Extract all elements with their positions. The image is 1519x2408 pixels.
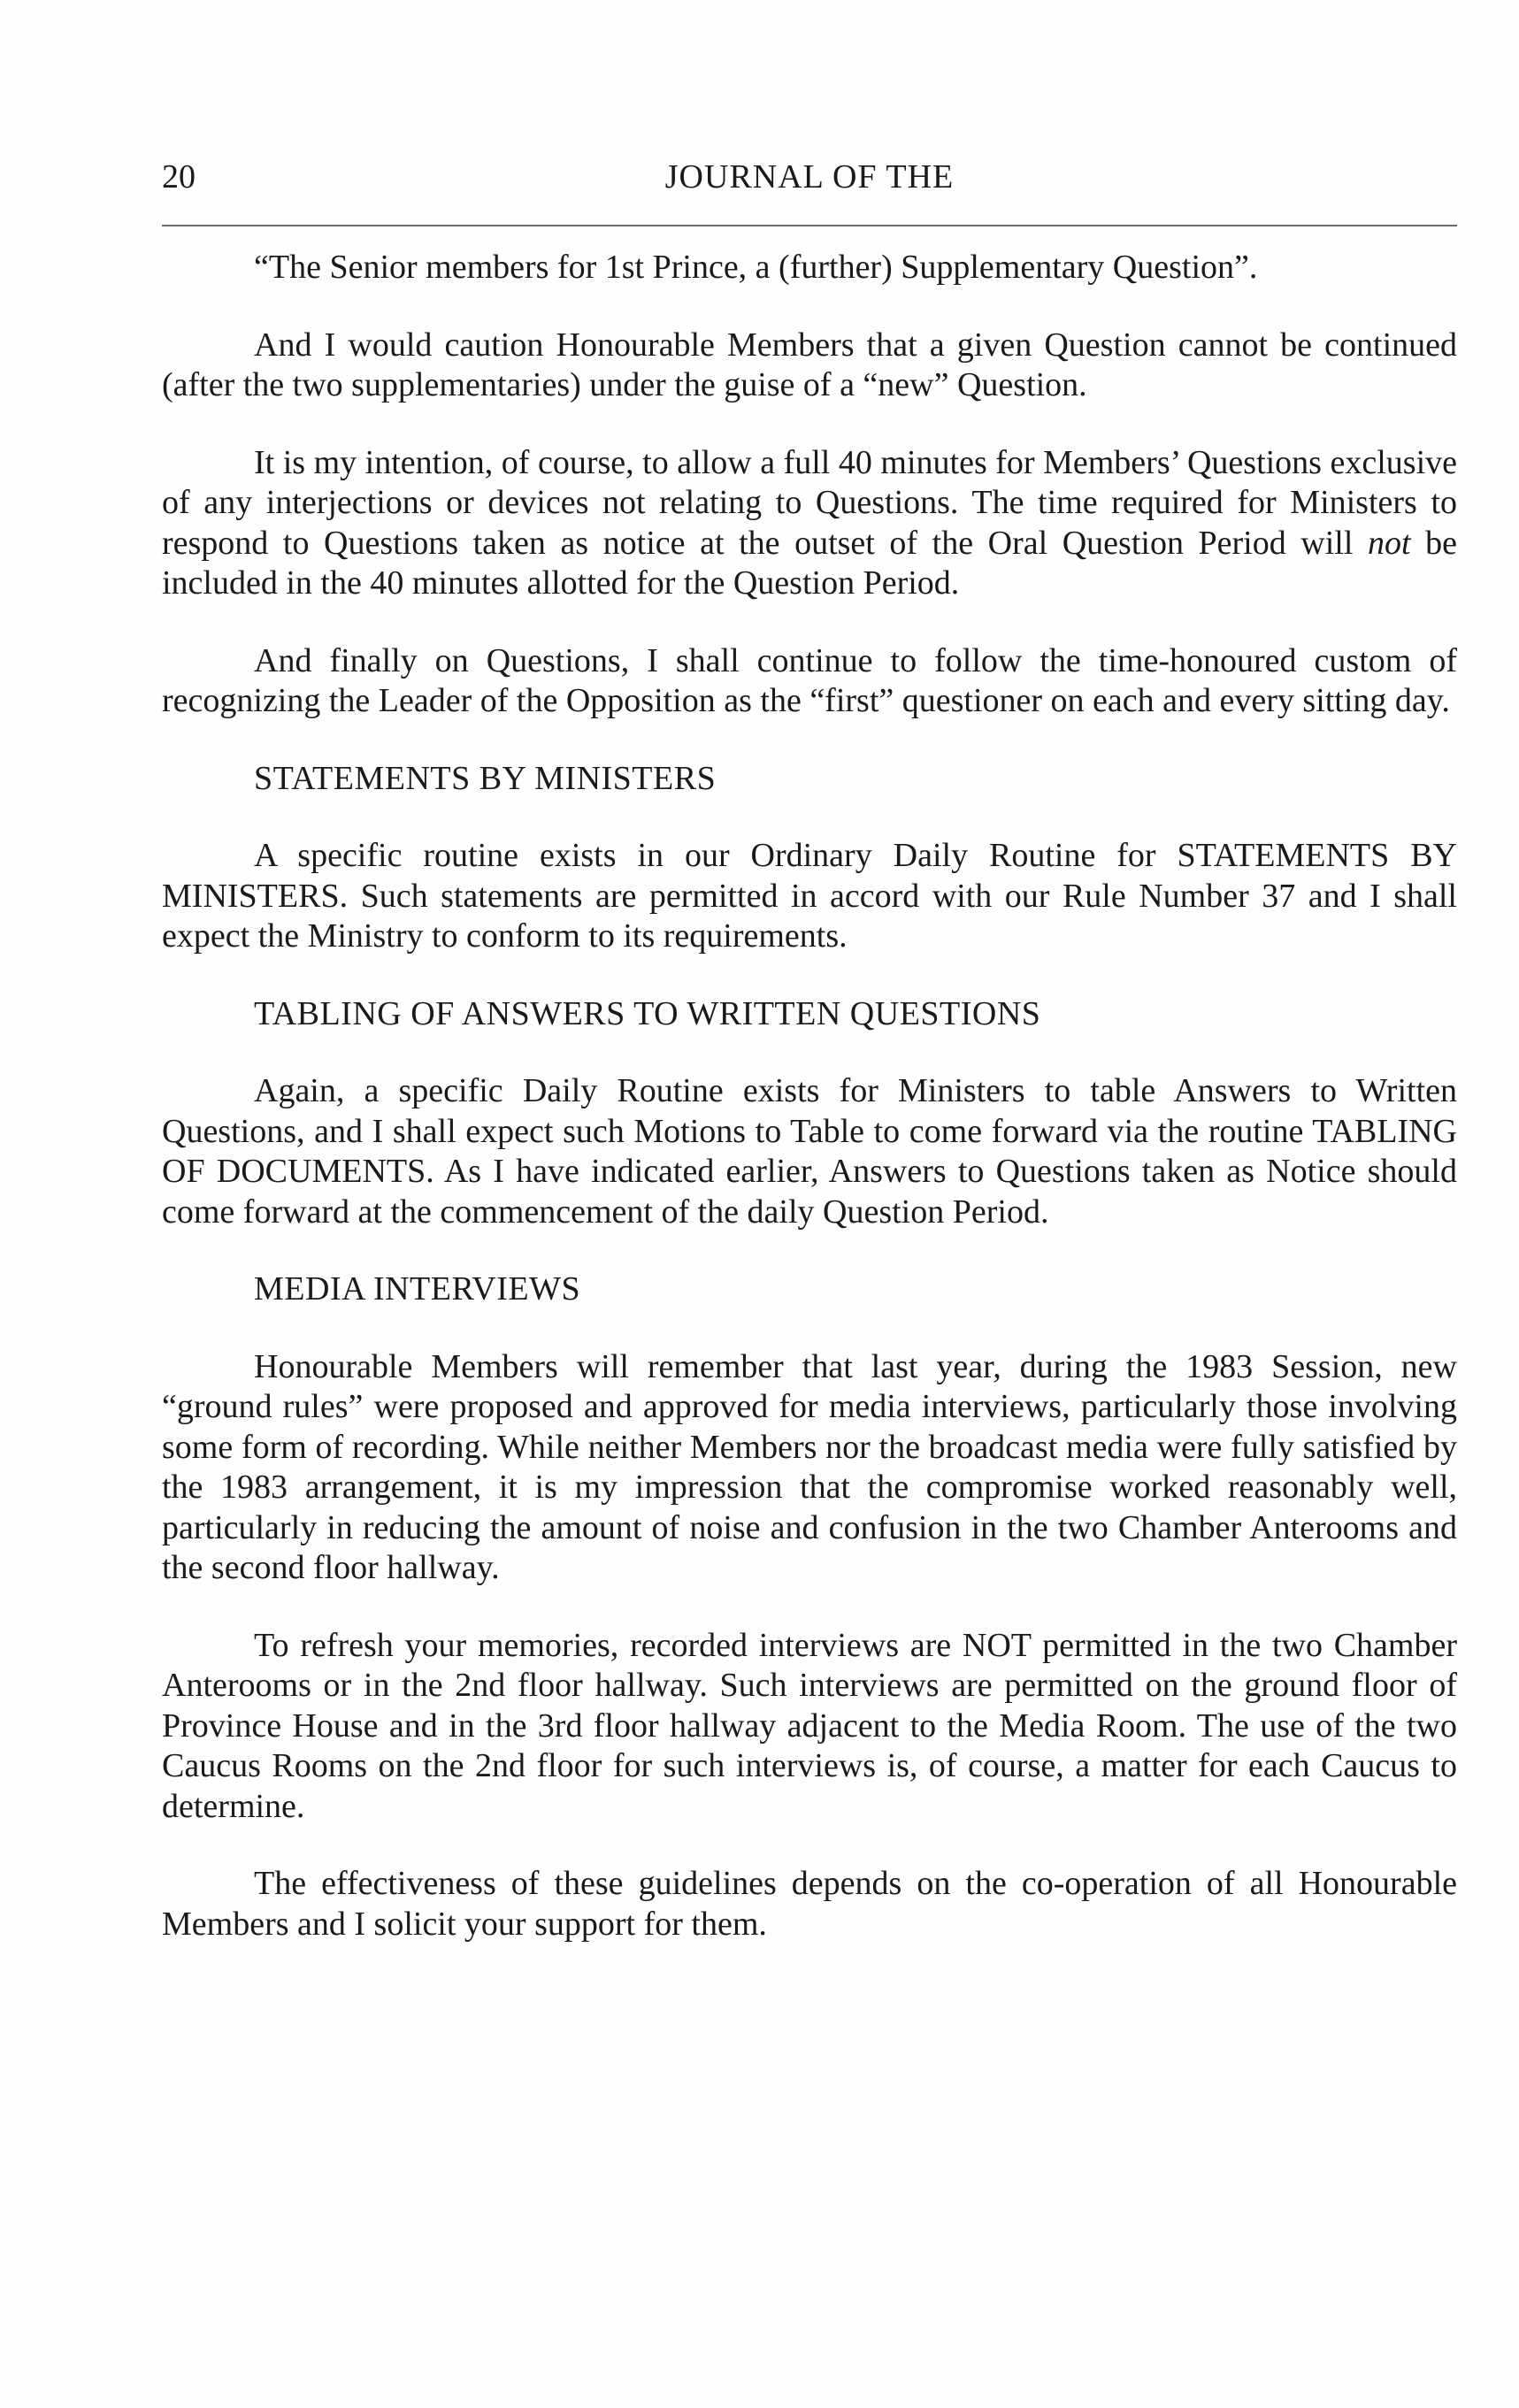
paragraph-media-2: To refresh your memories, recorded interviews are NOT permitted in the two Chamber Anterooms or in the 2nd floor hallway. Such interviews are permitted on the ground floor of Province House and in the 3rd floor hallway adjacent to the Media Room. The use of the two Caucus Rooms on the 2nd floor for such interviews is, of course, a matter for each Caucus to determine. — [162, 1626, 1457, 1825]
page-header — [162, 150, 1457, 203]
quoted-question: “The Senior members for 1st Prince, a (further) Supplementary Question”. — [254, 249, 1258, 286]
paragraph-statements: A specific routine exists in our Ordinary Daily Routine for STATEMENTS BY MINISTERS. Such statements are permitted in accord with our Rule Number 37 and I shall expect the Ministry to conform to its requirements. — [162, 837, 1457, 955]
paragraph-media-1: Honourable Members will remember that last year, during the 1983 Session, new “ground rules” were proposed and approved for media interviews, particularly those involving some form of recording. While neither Members nor the broadcast media were fully satisfied by the 1983 arrangement, it is my impression that the compromise worked reasonably well, particularly in reducing the amount of noise and confusion in the two Chamber Anterooms and the second floor hallway. — [162, 1347, 1457, 1586]
header-rule — [162, 225, 1457, 226]
paragraph-finally: And finally on Questions, I shall continue to follow the time-honoured custom of recognizing the Leader of the Opposition as the “first” questioner on each and every sitting day. — [162, 641, 1457, 719]
emphasis-not: not — [1367, 524, 1411, 562]
paragraph-intention — [162, 443, 1457, 604]
running-head: JOURNAL OF THE — [664, 158, 955, 196]
paragraph-intention-text-1: It is my intention, of course, to allow a full 40 minutes for Members’ Questions exclusive of any interjections or devices not relating to Questions. The time required for Ministers to respond to Questions taken as notice at the outset of the Oral Question Period will — [162, 443, 1457, 562]
heading-media: MEDIA INTERVIEWS — [254, 1270, 581, 1308]
paragraph-tabling: Again, a specific Daily Routine exists for Ministers to table Answers to Written Questions, and I shall expect such Motions to Table to come forward via the routine TABLING OF DOCUMENTS. As I have indicated earlier, Answers to Questions taken as Notice should come forward at the commencement of the daily Question Period. — [162, 1072, 1457, 1231]
heading-tabling: TABLING OF ANSWERS TO WRITTEN QUESTIONS — [254, 994, 1041, 1032]
paragraph-caution: And I would caution Honourable Members that a given Question cannot be continued (after the two supplementaries) under the guise of a “new” Question. — [162, 326, 1457, 403]
heading-statements: STATEMENTS BY MINISTERS — [254, 759, 717, 797]
paragraph-media-3: The effectiveness of these guidelines depends on the co-operation of all Honourable Members and I solicit your support for them. — [162, 1865, 1457, 1943]
body-text — [162, 248, 1457, 1982]
paragraph-intention-text-2: be included in the 40 minutes allotted for the Question Period. — [162, 524, 1457, 602]
page-number: 20 — [162, 158, 196, 196]
